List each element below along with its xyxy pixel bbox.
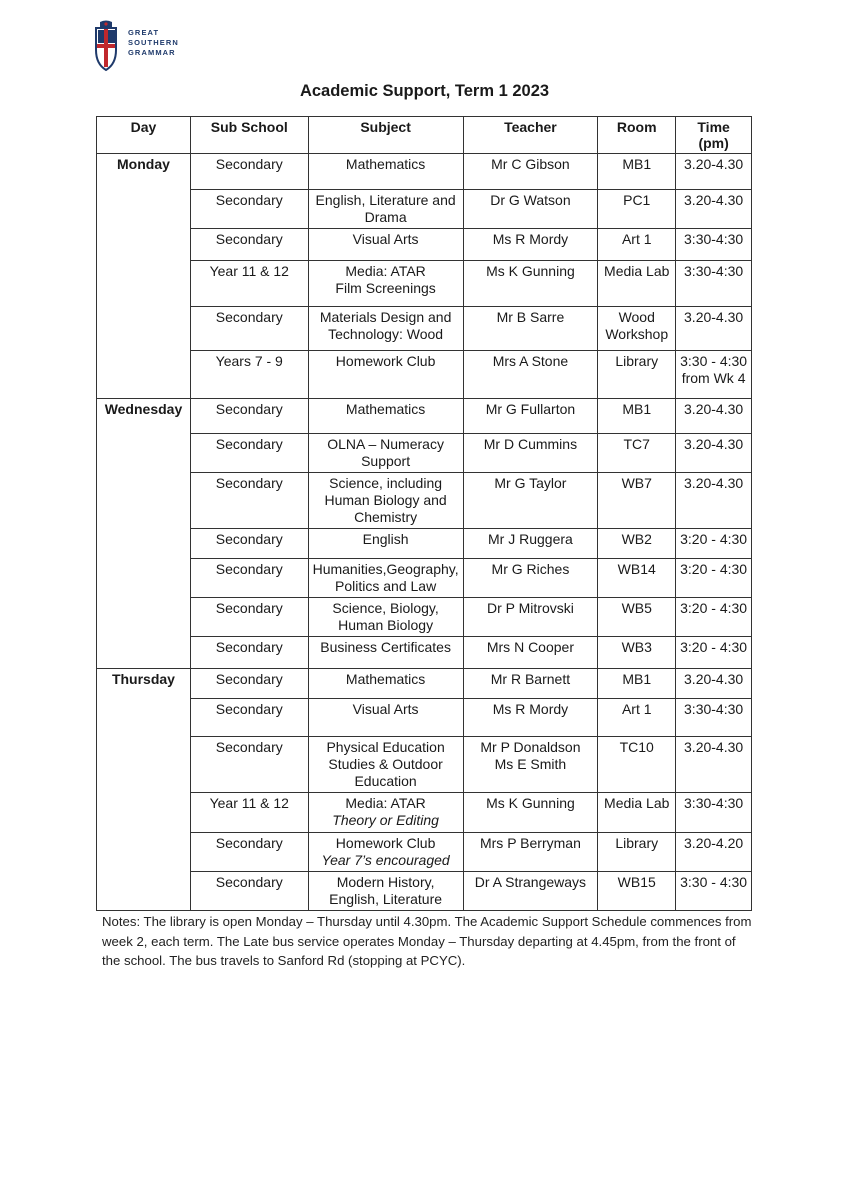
table-row (97, 351, 752, 399)
subject-cell-line: Science, including (329, 475, 443, 491)
subject-cell-line: Mathematics (345, 671, 426, 687)
subject-cell (308, 699, 463, 737)
subject-cell-line: Homework Club (335, 835, 436, 851)
room-cell (598, 529, 676, 559)
teacher-cell-line: Mr P Donaldson (480, 739, 581, 755)
header-room: Room (598, 117, 676, 154)
teacher-cell (463, 434, 598, 473)
time-cell (676, 399, 752, 434)
time-cell (676, 473, 752, 529)
sub-school-cell-line: Secondary (215, 309, 283, 325)
subject-cell-line: Drama (364, 209, 407, 225)
teacher-cell-line: Ms R Mordy (492, 231, 569, 247)
subject-cell-line: Technology: Wood (328, 326, 444, 342)
table-row (97, 434, 752, 473)
time-cell-line: 3:30 - 4:30 (680, 874, 748, 890)
subject-cell-line: Human Biology and (324, 492, 447, 508)
room-cell (598, 434, 676, 473)
room-cell-line: Art 1 (621, 231, 652, 247)
time-cell (676, 307, 752, 351)
subject-cell-line: Education (354, 773, 417, 789)
time-cell-line: 3:30-4:30 (684, 701, 744, 717)
sub-school-cell (190, 872, 308, 911)
header-time: Time (pm) (676, 117, 752, 154)
table-row (97, 307, 752, 351)
teacher-cell (463, 190, 598, 229)
room-cell-line: Media Lab (604, 795, 670, 811)
sub-school-cell-line: Secondary (215, 835, 283, 851)
subject-cell-line: Media: ATAR (345, 263, 426, 279)
room-cell-line: WB14 (617, 561, 656, 577)
header-row (97, 117, 752, 154)
schedule-body (97, 154, 752, 911)
room-cell (598, 261, 676, 307)
room-cell-line: Library (615, 835, 659, 851)
subject-cell-line: Support (361, 453, 411, 469)
time-cell-line: 3:30 - 4:30 (680, 353, 748, 369)
sub-school-cell-line: Secondary (215, 561, 283, 577)
subject-cell-line: Year 7’s encouraged (321, 852, 450, 868)
table-row (97, 737, 752, 793)
room-cell-line: MB1 (622, 156, 652, 172)
teacher-cell-line: Dr A Strangeways (474, 874, 587, 890)
time-cell (676, 737, 752, 793)
subject-cell-line: Materials Design and (319, 309, 452, 325)
table-row (97, 833, 752, 872)
room-cell-line: Workshop (605, 326, 669, 342)
subject-cell (308, 598, 463, 637)
sub-school-cell (190, 529, 308, 559)
teacher-cell (463, 737, 598, 793)
subject-cell (308, 434, 463, 473)
subject-cell-line: Politics and Law (335, 578, 437, 594)
teacher-cell (463, 154, 598, 190)
room-cell-line: PC1 (623, 192, 651, 208)
teacher-cell (463, 793, 598, 833)
sub-school-cell (190, 399, 308, 434)
time-cell (676, 669, 752, 699)
subject-cell-line: English, Literature (329, 891, 443, 907)
subject-cell-line: Film Screenings (335, 280, 436, 296)
teacher-cell-line: Mr G Taylor (494, 475, 567, 491)
room-cell-line: WB5 (621, 600, 652, 616)
teacher-cell-line: Ms E Smith (494, 756, 567, 772)
room-cell-line: Art 1 (621, 701, 652, 717)
teacher-cell-line: Mr C Gibson (491, 156, 570, 172)
room-cell-line: MB1 (622, 401, 652, 417)
table-row (97, 190, 752, 229)
table-row (97, 529, 752, 559)
time-cell-line: 3:30-4:30 (684, 231, 744, 247)
school-logo (90, 20, 200, 72)
table-row (97, 699, 752, 737)
room-cell (598, 833, 676, 872)
day-wednesday: Wednesday (97, 399, 191, 669)
sub-school-cell (190, 637, 308, 669)
subject-cell-line: English, Literature and (315, 192, 456, 208)
teacher-cell-line: Mr G Fullarton (485, 401, 576, 417)
room-cell (598, 190, 676, 229)
teacher-cell-line: Ms K Gunning (486, 795, 575, 811)
table-row (97, 637, 752, 669)
room-cell (598, 351, 676, 399)
time-cell-line: 3.20-4.30 (684, 739, 744, 755)
subject-cell (308, 559, 463, 598)
teacher-cell-line: Mrs N Cooper (486, 639, 574, 655)
teacher-cell-line: Mr J Ruggera (488, 531, 573, 547)
table-row (97, 793, 752, 833)
time-cell-line: 3:20 - 4:30 (680, 561, 748, 577)
room-cell-line: TC7 (623, 436, 650, 452)
time-cell-line: 3:30-4:30 (684, 263, 744, 279)
subject-cell (308, 669, 463, 699)
room-cell (598, 737, 676, 793)
teacher-cell-line: Ms K Gunning (486, 263, 575, 279)
teacher-cell-line: Mr G Riches (491, 561, 570, 577)
room-cell-line: WB3 (621, 639, 652, 655)
sub-school-cell (190, 598, 308, 637)
sub-school-cell-line: Secondary (215, 600, 283, 616)
notes-paragraph: Notes: The library is open Monday – Thursday until 4.30pm. The Academic Support Schedule commences from week 2, each term. The Late bus service operates Monday – Thursday departing at 4.45pm, from the front of the school. The bus travels to Sanford Rd (stopping at PCYC). (102, 914, 752, 968)
header-subject: Subject (308, 117, 463, 154)
sub-school-cell (190, 261, 308, 307)
subject-cell-line: Human Biology (338, 617, 434, 633)
room-cell (598, 598, 676, 637)
subject-cell (308, 307, 463, 351)
time-cell (676, 229, 752, 261)
day-thursday: Thursday (97, 669, 191, 911)
time-cell (676, 598, 752, 637)
subject-cell (308, 473, 463, 529)
subject-cell (308, 833, 463, 872)
header-teacher: Teacher (463, 117, 598, 154)
teacher-cell-line: Ms R Mordy (492, 701, 569, 717)
time-cell-line: 3.20-4.30 (684, 192, 744, 208)
time-cell-line: 3.20-4.30 (684, 671, 744, 687)
sub-school-cell-line: Year 11 & 12 (209, 263, 289, 279)
table-row (97, 229, 752, 261)
teacher-cell-line: Mrs P Berryman (479, 835, 581, 851)
teacher-cell (463, 399, 598, 434)
room-cell (598, 793, 676, 833)
table-row (97, 559, 752, 598)
time-cell-line: 3:20 - 4:30 (680, 531, 748, 547)
time-cell-line: 3.20-4.30 (684, 475, 744, 491)
time-cell-line: 3:20 - 4:30 (680, 600, 748, 616)
subject-cell (308, 399, 463, 434)
time-cell-line: 3:20 - 4:30 (680, 639, 748, 655)
teacher-cell (463, 669, 598, 699)
sub-school-cell-line: Secondary (215, 192, 283, 208)
subject-cell-line: Mathematics (345, 401, 426, 417)
sub-school-cell (190, 833, 308, 872)
sub-school-cell-line: Years 7 - 9 (215, 353, 283, 369)
sub-school-cell (190, 699, 308, 737)
sub-school-cell (190, 793, 308, 833)
teacher-cell (463, 261, 598, 307)
teacher-cell (463, 637, 598, 669)
room-cell-line: Media Lab (604, 263, 670, 279)
subject-cell-line: Humanities,Geography, (312, 561, 459, 577)
schedule-table (96, 116, 752, 911)
teacher-cell (463, 473, 598, 529)
sub-school-cell (190, 229, 308, 261)
table-row (97, 154, 752, 190)
table-row (97, 669, 752, 699)
time-cell-line: 3.20-4.30 (684, 401, 744, 417)
teacher-cell-line: Mr B Sarre (496, 309, 565, 325)
subject-cell-line: Science, Biology, (332, 600, 439, 616)
header-day: Day (97, 117, 191, 154)
header-sub-school: Sub School (190, 117, 308, 154)
room-cell (598, 473, 676, 529)
time-cell-line: 3.20-4.30 (684, 436, 744, 452)
subject-cell-line: Business Certificates (320, 639, 451, 655)
time-cell (676, 529, 752, 559)
sub-school-cell-line: Year 11 & 12 (209, 795, 289, 811)
time-cell-line: 3.20-4.20 (684, 835, 744, 851)
time-cell-line: 3.20-4.30 (684, 156, 744, 172)
time-cell (676, 833, 752, 872)
teacher-cell (463, 307, 598, 351)
subject-cell-line: OLNA – Numeracy (327, 436, 444, 452)
subject-cell (308, 872, 463, 911)
sub-school-cell (190, 737, 308, 793)
sub-school-cell (190, 669, 308, 699)
time-cell-line: 3:30-4:30 (684, 795, 744, 811)
table-row (97, 473, 752, 529)
teacher-cell-line: Dr P Mitrovski (487, 600, 574, 616)
room-cell (598, 559, 676, 598)
subject-cell-line: Studies & Outdoor (328, 756, 443, 772)
room-cell-line: Wood (618, 309, 655, 325)
sub-school-cell-line: Secondary (215, 639, 283, 655)
teacher-cell (463, 699, 598, 737)
table-row (97, 399, 752, 434)
subject-cell-line: Visual Arts (352, 701, 419, 717)
room-cell (598, 399, 676, 434)
table-row (97, 872, 752, 911)
sub-school-cell (190, 559, 308, 598)
teacher-cell-line: Mr D Cummins (483, 436, 578, 452)
teacher-cell (463, 833, 598, 872)
room-cell (598, 669, 676, 699)
subject-cell (308, 190, 463, 229)
teacher-cell (463, 598, 598, 637)
room-cell-line: TC10 (619, 739, 654, 755)
teacher-cell (463, 559, 598, 598)
time-cell (676, 261, 752, 307)
sub-school-cell-line: Secondary (215, 231, 283, 247)
time-cell (676, 793, 752, 833)
time-cell (676, 872, 752, 911)
sub-school-cell-line: Secondary (215, 739, 283, 755)
room-cell-line: WB2 (621, 531, 652, 547)
subject-cell (308, 229, 463, 261)
time-cell-line: 3.20-4.30 (684, 309, 744, 325)
room-cell (598, 699, 676, 737)
teacher-cell-line: Dr G Watson (490, 192, 571, 208)
day-monday: Monday (97, 154, 191, 399)
sub-school-cell (190, 351, 308, 399)
time-cell (676, 637, 752, 669)
subject-cell (308, 737, 463, 793)
teacher-cell (463, 229, 598, 261)
subject-cell-line: English (362, 531, 409, 547)
subject-cell-line: Homework Club (335, 353, 436, 369)
subject-cell-line: Chemistry (354, 509, 418, 525)
time-cell (676, 190, 752, 229)
teacher-cell (463, 872, 598, 911)
sub-school-cell (190, 307, 308, 351)
subject-cell (308, 637, 463, 669)
time-cell (676, 559, 752, 598)
subject-cell-line: Theory or Editing (332, 812, 439, 828)
sub-school-cell (190, 190, 308, 229)
sub-school-cell-line: Secondary (215, 401, 283, 417)
teacher-cell (463, 351, 598, 399)
sub-school-cell-line: Secondary (215, 701, 283, 717)
room-cell (598, 307, 676, 351)
sub-school-cell-line: Secondary (215, 156, 283, 172)
room-cell-line: MB1 (622, 671, 652, 687)
subject-cell-line: Modern History, (336, 874, 435, 890)
subject-cell (308, 529, 463, 559)
sub-school-cell-line: Secondary (215, 475, 283, 491)
room-cell (598, 154, 676, 190)
table-row (97, 261, 752, 307)
time-cell (676, 699, 752, 737)
subject-cell-line: Media: ATAR (345, 795, 426, 811)
sub-school-cell-line: Secondary (215, 874, 283, 890)
time-cell-line: from Wk 4 (681, 370, 746, 386)
sub-school-cell-line: Secondary (215, 436, 283, 452)
sub-school-cell (190, 473, 308, 529)
room-cell (598, 229, 676, 261)
room-cell-line: WB15 (617, 874, 656, 890)
room-cell (598, 637, 676, 669)
subject-cell (308, 793, 463, 833)
teacher-cell-line: Mr R Barnett (490, 671, 571, 687)
page-title: Academic Support, Term 1 2023 (299, 82, 550, 100)
sub-school-cell (190, 434, 308, 473)
subject-cell-line: Physical Education (326, 739, 445, 755)
subject-cell-line: Visual Arts (352, 231, 419, 247)
sub-school-cell-line: Secondary (215, 671, 283, 687)
table-row (97, 598, 752, 637)
logo-wordmark: GREAT SOUTHERN GRAMMAR (128, 28, 179, 57)
time-cell (676, 351, 752, 399)
crest-icon (90, 20, 122, 72)
teacher-cell-line: Mrs A Stone (492, 353, 569, 369)
teacher-cell (463, 529, 598, 559)
sub-school-cell (190, 154, 308, 190)
time-cell (676, 434, 752, 473)
subject-cell (308, 154, 463, 190)
subject-cell-line: Mathematics (345, 156, 426, 172)
subject-cell (308, 351, 463, 399)
room-cell (598, 872, 676, 911)
subject-cell (308, 261, 463, 307)
time-cell (676, 154, 752, 190)
room-cell-line: WB7 (621, 475, 652, 491)
sub-school-cell-line: Secondary (215, 531, 283, 547)
room-cell-line: Library (615, 353, 659, 369)
